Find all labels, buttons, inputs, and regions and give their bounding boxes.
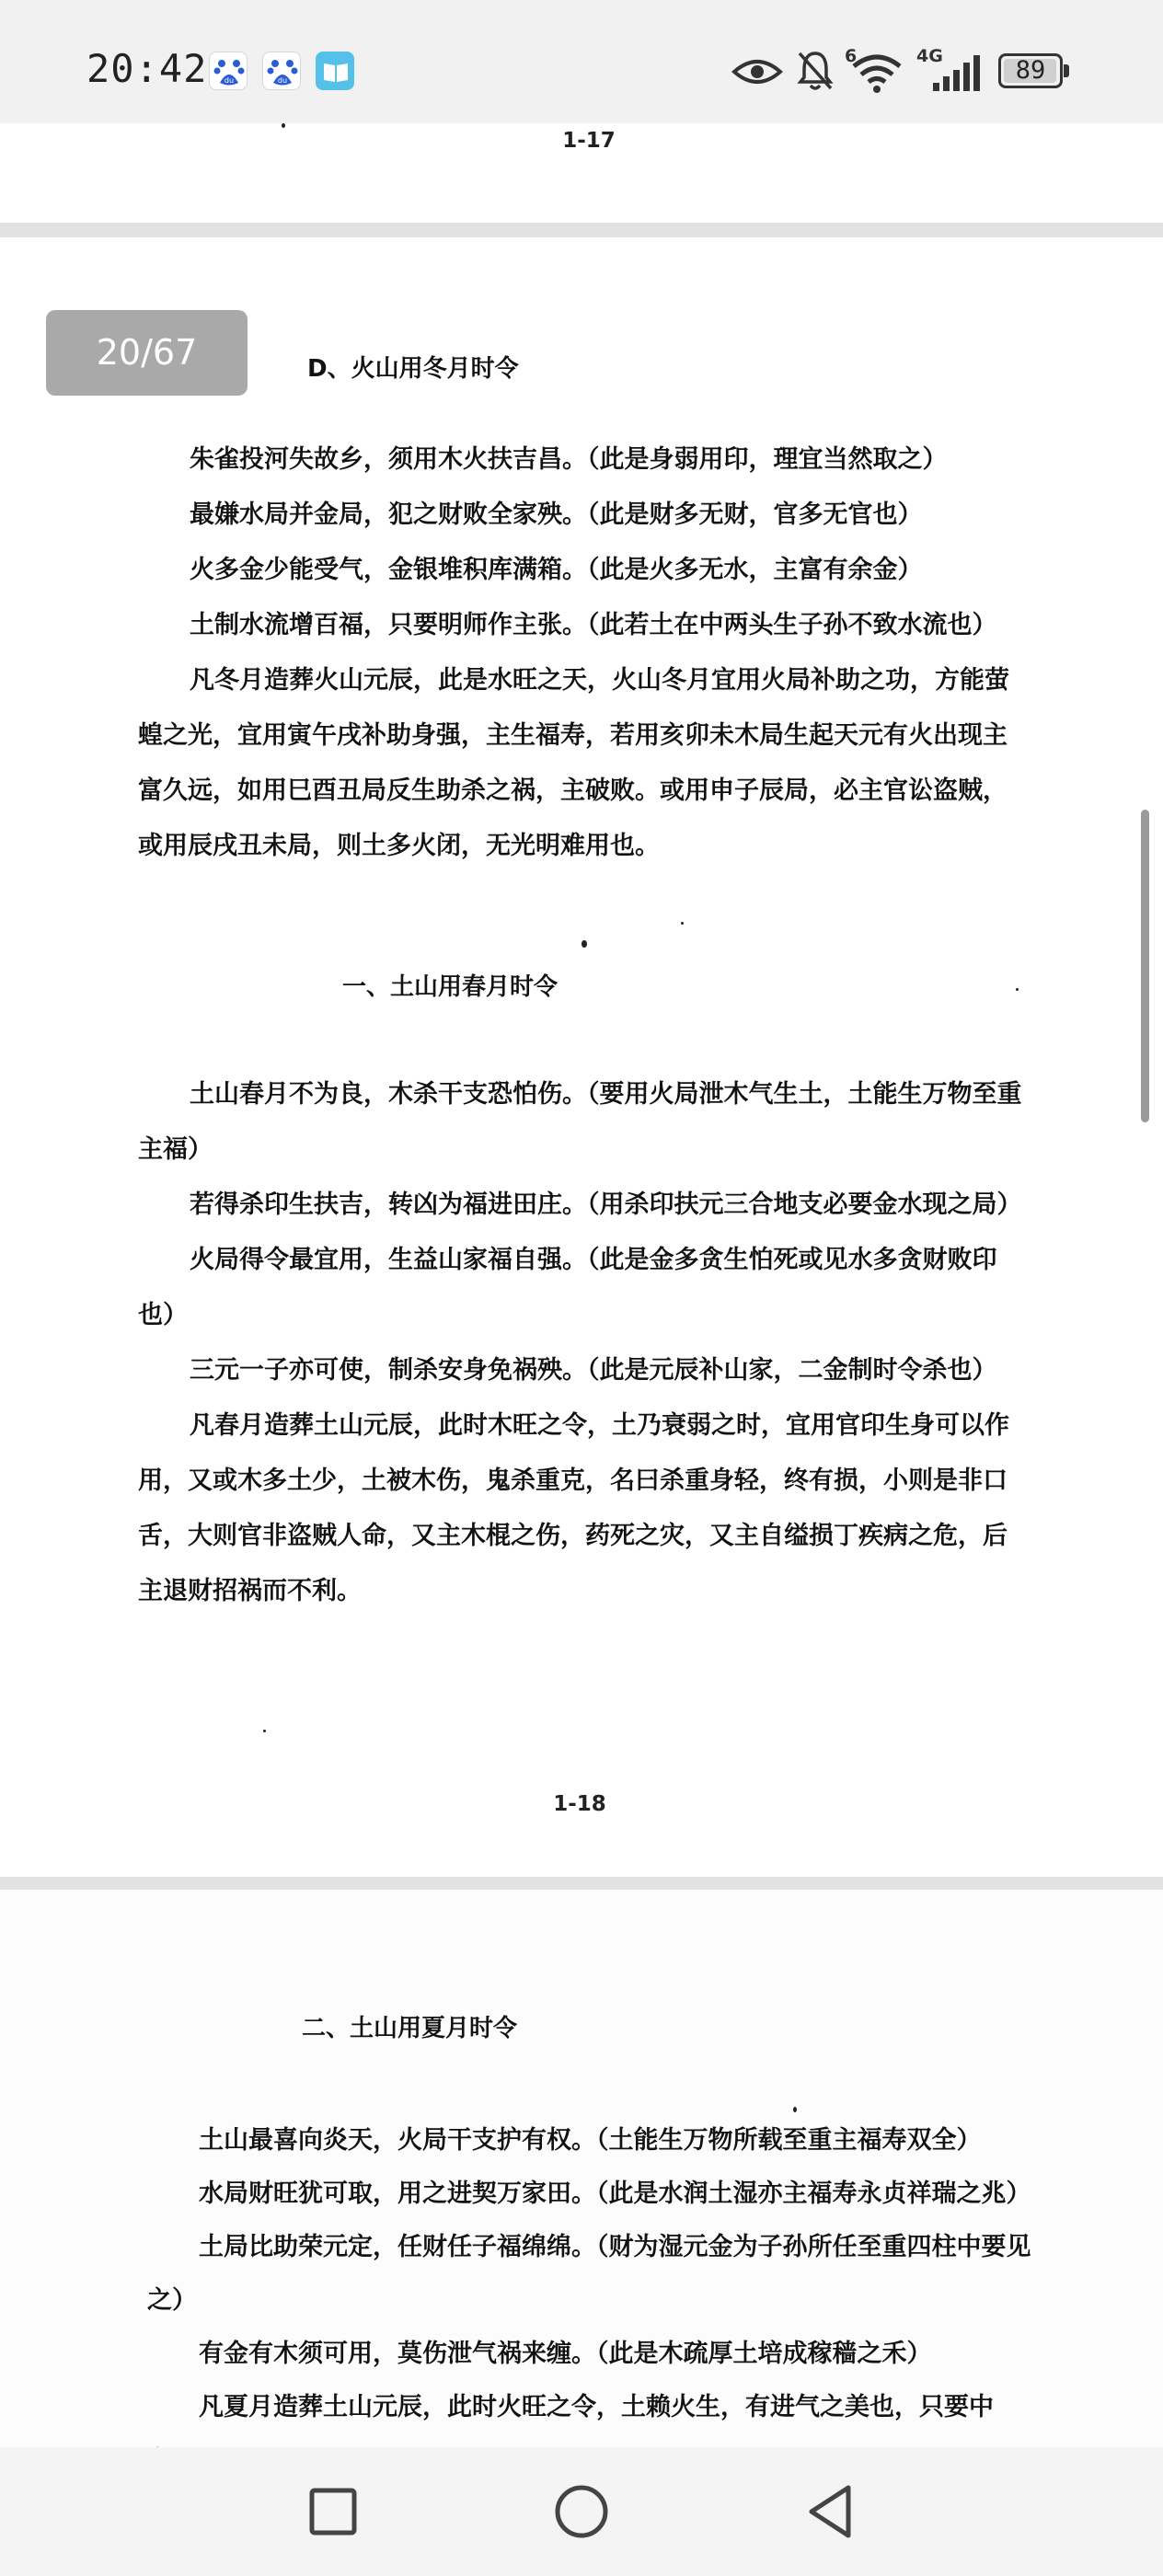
circle-icon (535, 2466, 628, 2558)
back-button[interactable] (784, 2466, 876, 2558)
battery-icon (998, 53, 1070, 90)
verse-line: 火多金少能受气，金银堆积库满箱。（此是火多无水，主富有余金） (190, 556, 923, 584)
clock: 20:42 (86, 46, 208, 91)
network-label: 4G (916, 46, 943, 66)
page-indicator[interactable]: 20/67 (46, 310, 248, 396)
verse-line: 有金有木须可用，莫伤泄气祸来缠。（此是木疏厚土培成稼穑之禾） (199, 2340, 932, 2368)
body-paragraph: 凡夏月造葬土山元辰，此时火旺之令，土赖火生，有进气之美也，只要中 (199, 2393, 994, 2421)
scan-speck (681, 922, 684, 925)
status-bar (0, 0, 1163, 123)
summer-verses (147, 2114, 1036, 2488)
verse-line: 朱雀投河失故乡，须用木火扶吉昌。（此是身弱用印，理宜当然取之） (190, 445, 948, 474)
reader-app-icon (316, 52, 354, 90)
home-button[interactable] (535, 2466, 628, 2558)
page-number: 1-17 (562, 129, 616, 153)
page-number: 1-18 (553, 1792, 606, 1816)
verse-line: 三元一子亦可使，制杀安身免祸殃。（此是元辰补山家，二金制时令杀也） (190, 1356, 997, 1385)
wifi-label: 6 (845, 46, 858, 66)
scan-speck (282, 123, 285, 128)
section-heading: D、火山用冬月时令 (307, 355, 519, 383)
scrollbar-thumb[interactable] (1141, 810, 1149, 1122)
verse-line: 最嫌水局并金局，犯之财败全家殃。（此是财多无财，官多无官也） (190, 500, 923, 529)
battery-level: 89 (1015, 56, 1046, 85)
scan-speck (582, 940, 587, 948)
section-heading: 二、土山用夏月时令 (302, 2015, 518, 2042)
document-page[interactable] (0, 237, 1163, 1877)
verse-line: 水局财旺犹可取，用之进契万家田。（此是水润土湿亦主福寿永贞祥瑞之兆） (199, 2179, 1031, 2208)
spring-verses (138, 1067, 1027, 1619)
baidu-app-icon (209, 52, 248, 90)
verse-line: 若得杀印生扶吉，转凶为福进田庄。（用杀印扶元三合地支必要金水现之局） (190, 1190, 1022, 1219)
winter-verses (138, 432, 1027, 874)
eye-icon (731, 57, 783, 86)
body-paragraph: 凡春月造葬土山元辰，此时木旺之令，土乃衰弱之时，宜用官印生身可以作用，又或木多土少，土被木伤，鬼杀重克，名曰杀重身轻，终有损，小则是非口舌，大则官非盗贼人命，又主木棍之伤，药死之灾，又主自缢损丁疾病之危，后主退财招祸而不利。 (138, 1411, 1009, 1605)
wifi-icon (848, 52, 905, 94)
scan-speck (793, 2107, 797, 2112)
verse-line: 土山春月不为良，木杀干支恐怕伤。（要用火局泄木气生土，土能生万物至重主福） (138, 1080, 1022, 1164)
svg-text:du: du (224, 76, 235, 85)
svg-text:du: du (277, 76, 288, 85)
signal-icon (931, 52, 985, 92)
navigation-bar (0, 2447, 1163, 2576)
recent-apps-button[interactable] (287, 2466, 379, 2558)
scan-speck (1016, 988, 1019, 991)
body-paragraph: 凡冬月造葬火山元辰，此是水旺之天，火山冬月宜用火局补助之功，方能萤蝗之光，宜用寅午戌补助身强，主生福寿，若用亥卯未木局生起天元有火出现主富久远，如用巳酉丑局反生助杀之祸，主破败。或用申子辰局，必主官讼盗贼，或用辰戌丑未局，则土多火闭，无光明难用也。 (138, 666, 1009, 860)
section-heading: 一、土山用春月时令 (342, 973, 558, 1001)
verse-line: 土山最喜向炎天，火局干支护有权。（土能生万物所载至重主福寿双全） (199, 2126, 982, 2155)
baidu-app-icon (262, 52, 301, 90)
battery-tip (1064, 64, 1069, 77)
verse-line: 土局比助荣元定，任财任子福绵绵。（财为湿元金为子孙所任至重四柱中要见之） (147, 2233, 1031, 2315)
verse-line: 火局得令最宜用，生益山家福自强。（此是金多贪生怕死或见水多贪财败印也） (138, 1246, 997, 1329)
verse-line: 土制水流增百福，只要明师作主张。（此若土在中两头生子孙不致水流也） (190, 611, 997, 639)
square-icon (287, 2466, 379, 2558)
back-triangle-icon (784, 2466, 876, 2558)
scan-speck (263, 1730, 266, 1732)
mute-bell-icon (796, 50, 835, 92)
